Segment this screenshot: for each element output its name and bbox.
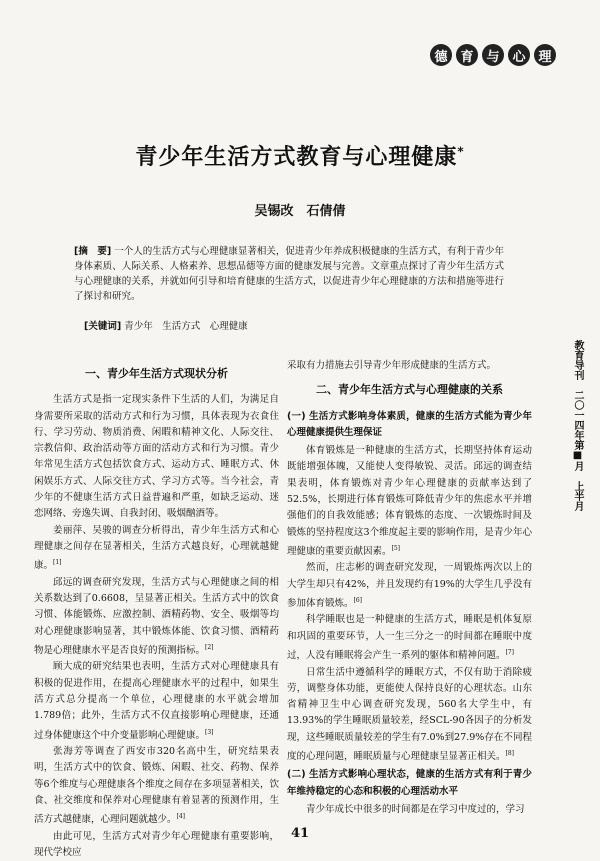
paragraph: 张海芳等调查了西安市320名高中生，研究结果表明，生活方式中的饮食、锻炼、闲暇、社交、药物、保养等6个维度与心理健康各个维度之间存在多项显著相关，饮食、社交维度和保养对心理健康有着显著的预测作用，生活方式越健康，心理问题就越少。[4] xyxy=(34,746,279,826)
reference-mark: [6] xyxy=(353,597,363,605)
reference-mark: [2] xyxy=(205,643,214,651)
authors: 吴锡改 石倩倩 xyxy=(254,204,346,219)
reference-mark: [8] xyxy=(505,750,515,757)
subsection-heading: (二) 生活方式影响心理状态，健康的生活方式有利于青少年维持稳定的心态和积极的心理活动水平 xyxy=(287,769,532,797)
paragraph: 采取有力措施去引导青少年形成健康的生活方式。 xyxy=(287,360,497,371)
page-number: 41 xyxy=(290,826,310,841)
title-text: 青少年生活方式教育与心理健康 xyxy=(135,145,458,170)
paragraph: 科学睡眠也是一种健康的生活方式，睡眠是机体复原和巩固的重要环节，人一生三分之一的时间都在睡眠中度过，人没有睡眠将会产生一系列的躯体和精神问题。[7] xyxy=(287,614,532,662)
abstract-text: 一个人的生活方式与心理健康显著相关，促进青少年养成积极健康的生活方式，有利于青少年身体素质、人际关系、人格素养、思想品德等方面的健康发展与完善。文章重点探讨了青少年生活方式与心理健康的关系，并就如何引导和培育健康的生活方式，以促进青少年心理健康的方法和措施等进行了探讨和研究。 xyxy=(74,246,504,302)
badge-char: 德 xyxy=(430,44,452,66)
title-footnote-mark: * xyxy=(457,144,465,159)
reference-mark: [1] xyxy=(53,559,62,567)
reference-mark: [4] xyxy=(176,813,186,821)
abstract xyxy=(74,244,504,304)
badge-char: 心 xyxy=(508,44,530,66)
abstract-label: [摘 要] xyxy=(74,246,112,257)
badge-char: 育 xyxy=(456,44,478,66)
reference-mark: [7] xyxy=(505,649,515,657)
right-column xyxy=(287,358,532,818)
paragraph: 体育锻炼是一种健康的生活方式，长期坚持体育运动既能增强体魄，又能使人变得敏锐、灵活。邱远的调查结果表明，体育锻炼对青少年心理健康的贡献率达到了52.5%，长期进行体育锻炼可降低青少年的焦虑水平并增强他们的自我效能感；体育锻炼的态度、一次锻炼时间及锻炼的坚持程度这3个维度起主要的影响作用，是青少年心理健康的重要贡献因素。[5] xyxy=(287,445,532,558)
section-badge xyxy=(430,44,556,66)
reference-mark: [3] xyxy=(205,728,214,736)
keywords-label: [关键词] xyxy=(84,321,122,332)
paragraph: 日常生活中遵循科学的睡眠方式，不仅有助于消除疲劳，调整身体功能，更能使人保持良好的心理状态。山东省精神卫生中心调查研究发现，560名大学生中，有13.93%的学生睡眠质量较差，经SCL-90各因子的分析发现，这些睡眠质量较差的学生有7.0%到27.9%存在不同程度的心理问题，睡眠质量与心理健康呈显著正相关。[8] xyxy=(287,666,532,763)
reference-mark: [5] xyxy=(391,544,401,552)
paragraph: 顾大成的研究结果也表明，生活方式对心理健康具有积极的促进作用，在提高心理健康水平的过程中，如果生活方式总分提高一个单位，心理健康的水平就会增加1.789倍；此外，生活方式不仅直接影响心理健康，还通过身体健康这个中介变量影响心理健康。[3] xyxy=(34,661,279,741)
badge-char: 与 xyxy=(482,44,504,66)
paragraph: 然而，庄志彬的调查研究发现，一周锻炼两次以上的大学生却只有42%，并且发现约有19%的大学生几乎没有参加体育锻炼。[6] xyxy=(287,562,532,610)
paragraph: 青少年成长中很多的时间都是在学习中度过的，学习 xyxy=(306,804,525,816)
left-column xyxy=(34,358,279,861)
paragraph: 邱远的调查研究发现，生活方式与心理健康之间的相关系数达到了0.6608，呈显著正相关。生活方式中的饮食习惯、体能锻炼、应激控制、酒精药物、安全、吸烟等均对心理健康影响显著，其中锻炼体能、饮食习惯、酒精药物是心理健康水平是否良好的预测指标。[2] xyxy=(34,576,279,657)
section-heading: 一、青少年生活方式现状分析 xyxy=(85,367,228,380)
subsection-heading: (一) 生活方式影响身体素质，健康的生活方式能为青少年心理健康提供生理保证 xyxy=(287,410,532,438)
section-heading: 二、青少年生活方式与心理健康的关系 xyxy=(316,383,503,397)
article-title xyxy=(0,140,600,171)
keywords-text: 青少年 生活方式 心理健康 xyxy=(124,321,248,332)
paragraph: 生活方式是指一定现实条件下生活的人们，为满足自身需要所采取的活动方式和行为习惯，具体表现为衣食住行、学习劳动、物质消费、闲暇和精神文化、人际交往、宗教信仰、政治活动等方面的活动方式和行为习惯。青少年常见生活方式包括饮食方式、运动方式、睡眠方式、休闲娱乐方式、人际交往方式、学习方式等。当今社会，青少年的不健康生活方式日益普遍和严重，如缺乏运动、迷恋网络、旁逸失调、自我封闭、吸烟酗酒等。 xyxy=(34,394,279,520)
paragraph: 由此可见，生活方式对青少年心理健康有重要影响，现代学校应 xyxy=(34,830,279,858)
badge-char: 理 xyxy=(534,44,556,66)
keywords xyxy=(84,318,248,332)
paragraph: 姜丽萍、吴骏的调查分析得出，青少年生活方式和心理健康之间存在显著相关，生活方式越良好，心理就越健康。[1] xyxy=(34,524,279,572)
journal-side-label: 教育导刊 二〇一四年第■月 上半月 xyxy=(572,340,583,511)
